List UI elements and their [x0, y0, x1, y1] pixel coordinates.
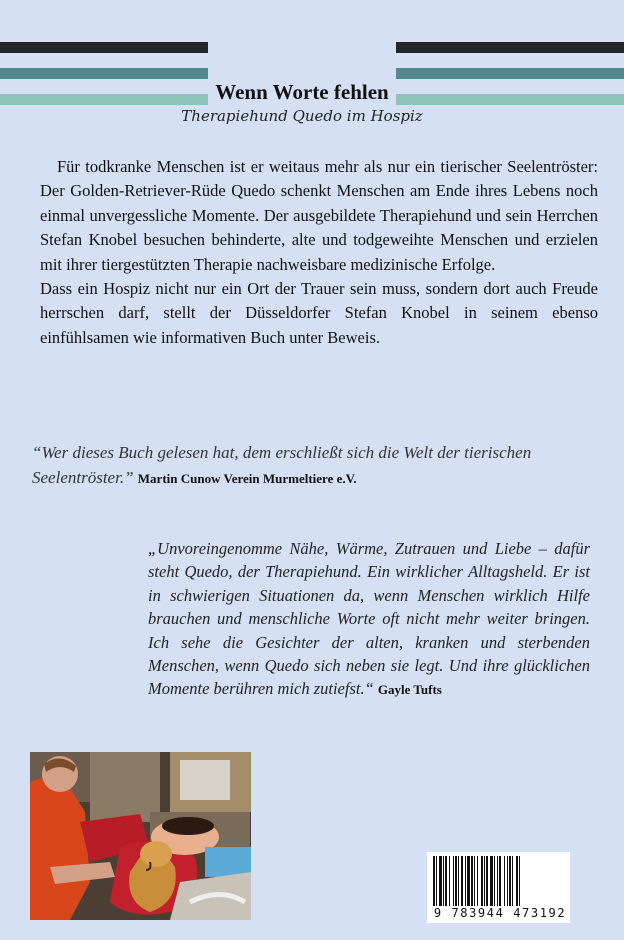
book-title: Wenn Worte fehlen — [215, 80, 389, 104]
blurb — [40, 155, 598, 350]
barcode-digits: 9 783944 473192 — [430, 906, 570, 920]
stripe-dark-right — [396, 42, 624, 53]
blurb-paragraph: Dass ein Hospiz nicht nur ein Ort der Trauer sein muss, sondern dort auch Freude herrschen darf, stellt der Düsseldorfer Stefan Knobel in seinem ebenso einfühlsamen wie informativen Buch unter Beweis. — [40, 279, 598, 347]
quote-text: “Wer dieses Buch gelesen hat, dem erschließt sich die Welt der tierischen Seelentröster.” — [32, 443, 532, 487]
quote-text: „Unvoreingenomme Nähe, Wärme, Zutrauen und Liebe – dafür steht Quedo, der Therapiehund. Ein wirklicher Alltagsheld. Er ist in schwierigen Situationen da, wenn Menschen wirklich Hilfe brauchen und menschliche Worte oft nicht mehr weiter bringen. Ich sehe die Gesichter der alten, kranken und sterbenden Menschen, wenn Quedo sich neben sie legt. Und ihre glücklichen Momente berühren mich zutiefst.“ — [148, 539, 590, 699]
review-quote — [148, 537, 590, 702]
stripe-teal-left — [0, 68, 208, 79]
photo-therapy-dog-image — [30, 752, 251, 920]
blurb-paragraph: Für todkranke Menschen ist er weitaus mehr als nur ein tierischer Seelentröster: Der Golden-Retriever-Rüde Quedo schenkt Menschen am Ende ihres Lebens noch einmal unvergessliche Momente. Der ausgebildete Therapiehund und sein Herrchen Stefan Knobel besuchen behinderte, alte und todgeweihte Menschen und erzielen mit ihrer tiergestützten Therapie nachweisbare medizinische Erfolge. — [40, 157, 598, 274]
stripe-dark-left — [0, 42, 208, 53]
review-quote — [32, 440, 592, 491]
book-subtitle: Therapiehund Quedo im Hospiz — [181, 107, 423, 125]
cover-photo — [30, 752, 251, 920]
stripe-teal-right — [396, 68, 624, 79]
quote-author: Gayle Tufts — [377, 682, 442, 698]
quote-author: Martin Cunow Verein Murmeltiere e.V. — [137, 471, 357, 486]
